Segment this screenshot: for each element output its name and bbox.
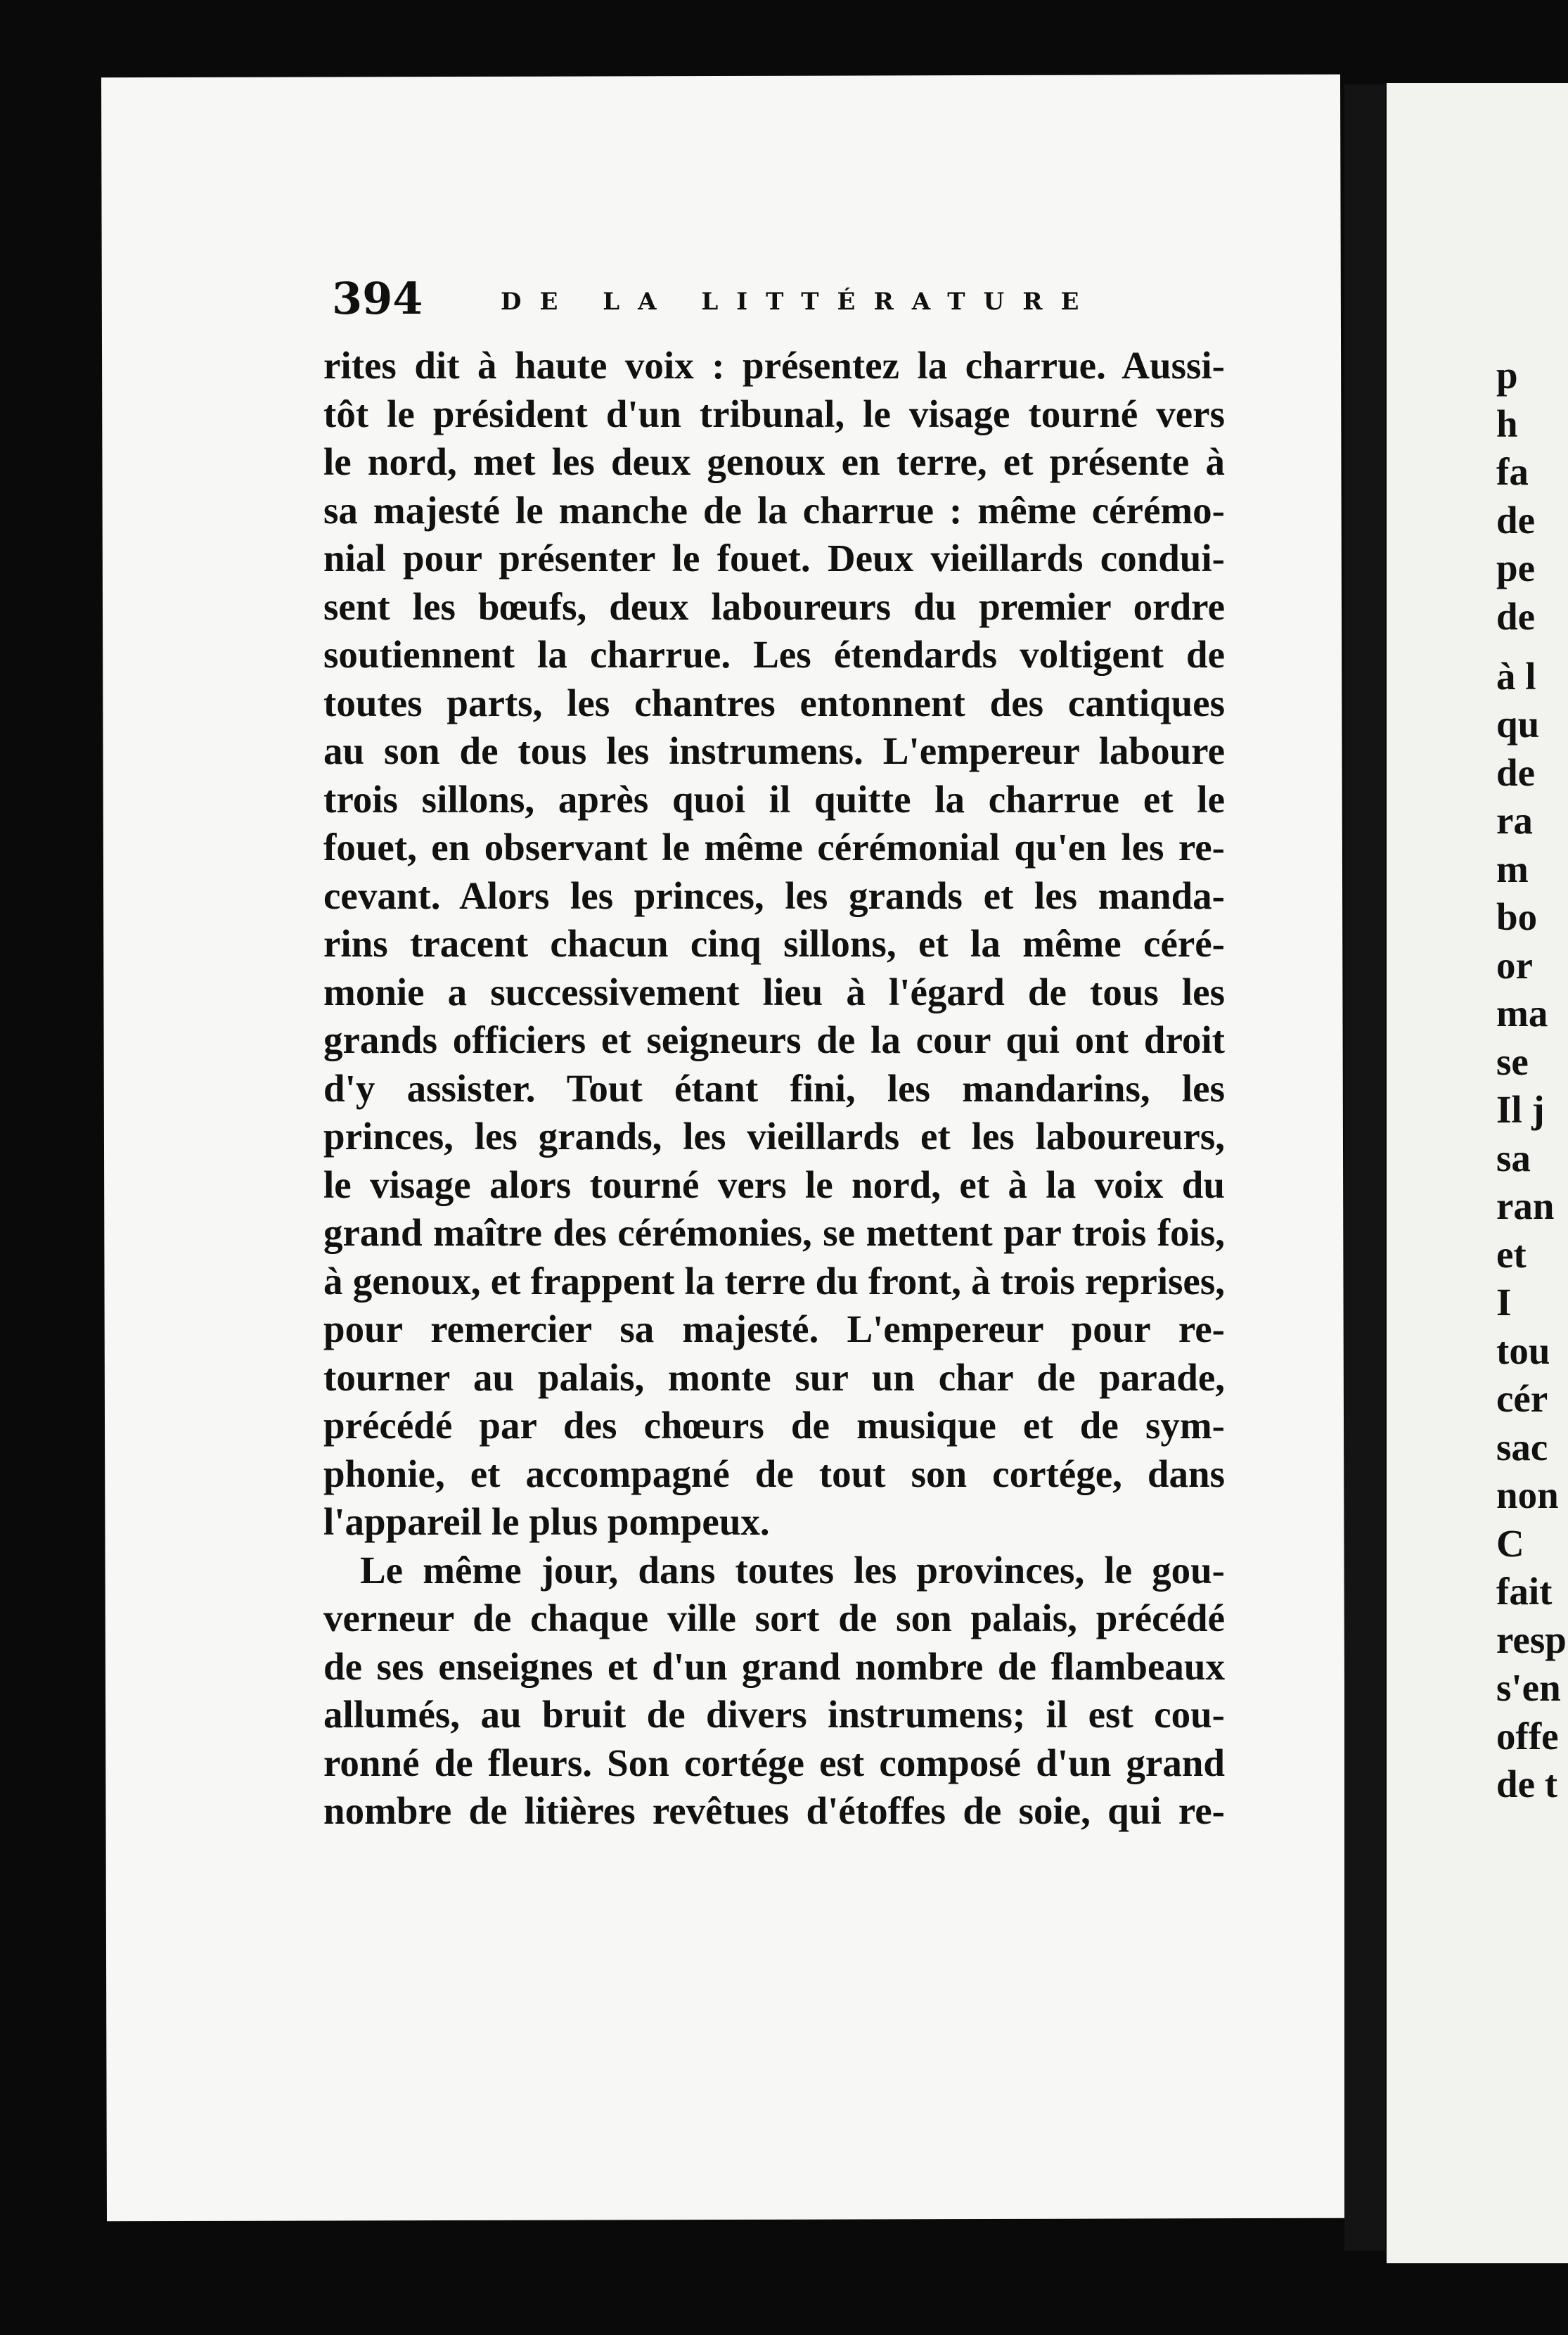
text-line: nombre de litières revêtues d'étoffes de soie, qui re- xyxy=(323,1789,1225,1832)
fragment-line: de xyxy=(1496,750,1535,794)
fragment-line: m xyxy=(1496,847,1529,890)
text-line: le visage alors tourné vers le nord, et à la voix du xyxy=(323,1163,1225,1206)
text-line: sent les bœufs, deux laboureurs du premier ordre xyxy=(323,584,1225,628)
fragment-line: se xyxy=(1496,1039,1529,1083)
text-line: princes, les grands, les vieillards et les laboureurs, xyxy=(323,1115,1225,1158)
text-line: rins tracent chacun cinq sillons, et la même céré- xyxy=(323,922,1225,965)
text-line: Le même jour, dans toutes les provinces, le gou- xyxy=(360,1548,1225,1592)
right-page-fragments xyxy=(1496,352,1568,1809)
fragment-line: or xyxy=(1496,943,1533,987)
fragment-line: sa xyxy=(1496,1136,1531,1179)
fragment-line: de t xyxy=(1496,1763,1558,1805)
text-line: rites dit à haute voix : présentez la charrue. Aussi- xyxy=(323,344,1225,387)
fragment-line: à l xyxy=(1496,654,1536,698)
fragment-line: ran xyxy=(1496,1184,1555,1227)
fragment-line: fait xyxy=(1496,1570,1553,1613)
text-line: l'appareil le plus pompeux. xyxy=(323,1500,770,1543)
fragment-line: ma xyxy=(1496,992,1548,1035)
fragment-line: de xyxy=(1496,498,1535,542)
fragment-line: p xyxy=(1496,354,1518,397)
text-line: grands officiers et seigneurs de la cour qui ont droit xyxy=(323,1018,1225,1061)
text-line: nial pour présenter le fouet. Deux vieillards condui- xyxy=(323,537,1225,580)
book-gutter xyxy=(1344,84,1385,2251)
text-line: toutes parts, les chantres entonnent des cantiques xyxy=(323,681,1225,724)
text-line: grand maître des cérémonies, se mettent par trois fois, xyxy=(323,1211,1225,1254)
text-line: cevant. Alors les princes, les grands et les manda- xyxy=(323,874,1225,917)
text-line: pour remercier sa majesté. L'empereur pour re- xyxy=(323,1307,1225,1350)
fragment-line: bo xyxy=(1496,895,1538,938)
fragment-line: offe xyxy=(1496,1714,1559,1758)
fragment-line: qu xyxy=(1496,703,1540,746)
text-line: au son de tous les instrumens. L'empereur laboure xyxy=(323,729,1225,772)
text-line: verneur de chaque ville sort de son palais, précédé xyxy=(323,1597,1225,1639)
fragment-line: sac xyxy=(1496,1425,1548,1469)
text-line: soutiennent la charrue. Les étendards voltigent de xyxy=(323,633,1225,676)
text-line: monie a successivement lieu à l'égard de tous les xyxy=(323,970,1225,1013)
fragment-line: fa xyxy=(1496,450,1529,493)
text-line: à genoux, et frappent la terre du front, à trois reprises, xyxy=(323,1259,1225,1303)
fragment-line: de xyxy=(1496,594,1535,638)
fragment-line: et xyxy=(1496,1232,1527,1276)
running-head: DE LA LITTÉRATURE xyxy=(501,288,1098,316)
text-line: fouet, en observant le même cérémonial qu'en les re- xyxy=(323,826,1225,869)
text-line: trois sillons, après quoi il quitte la charrue et le xyxy=(323,777,1225,821)
fragment-line: s'en xyxy=(1496,1666,1561,1709)
text-line: phonie, et accompagné de tout son cortége, dans xyxy=(323,1452,1225,1495)
text-line: tôt le président d'un tribunal, le visage tourné vers xyxy=(323,392,1225,435)
text-line: d'y assister. Tout étant fini, les mandarins, les xyxy=(323,1066,1225,1110)
fragment-line: h xyxy=(1496,402,1518,445)
fragment-line: cér xyxy=(1496,1377,1548,1420)
fragment-line: non xyxy=(1496,1473,1559,1516)
text-line: précédé par des chœurs de musique et de sym- xyxy=(323,1404,1225,1447)
page-header xyxy=(332,271,1246,334)
text-line: allumés, au bruit de divers instrumens; il est cou- xyxy=(323,1693,1225,1736)
text-line: tourner au palais, monte sur un char de parade, xyxy=(323,1355,1225,1399)
fragment-line: resp xyxy=(1496,1618,1567,1661)
fragment-line: pe xyxy=(1496,546,1535,589)
left-page-body xyxy=(323,342,1225,1836)
fragment-line: C xyxy=(1496,1521,1524,1565)
fragment-line: tou xyxy=(1496,1329,1550,1372)
fragment-line: ra xyxy=(1496,799,1533,842)
text-line: sa majesté le manche de la charrue : même cérémo- xyxy=(323,488,1225,532)
page-number: 394 xyxy=(332,273,423,324)
fragment-line: Il j xyxy=(1496,1088,1545,1131)
text-line: de ses enseignes et d'un grand nombre de flambeaux xyxy=(323,1644,1225,1688)
text-line: le nord, met les deux genoux en terre, et présente à xyxy=(323,440,1225,483)
text-line: ronné de fleurs. Son cortége est composé d'un grand xyxy=(323,1741,1225,1784)
fragment-line: I xyxy=(1496,1281,1512,1324)
